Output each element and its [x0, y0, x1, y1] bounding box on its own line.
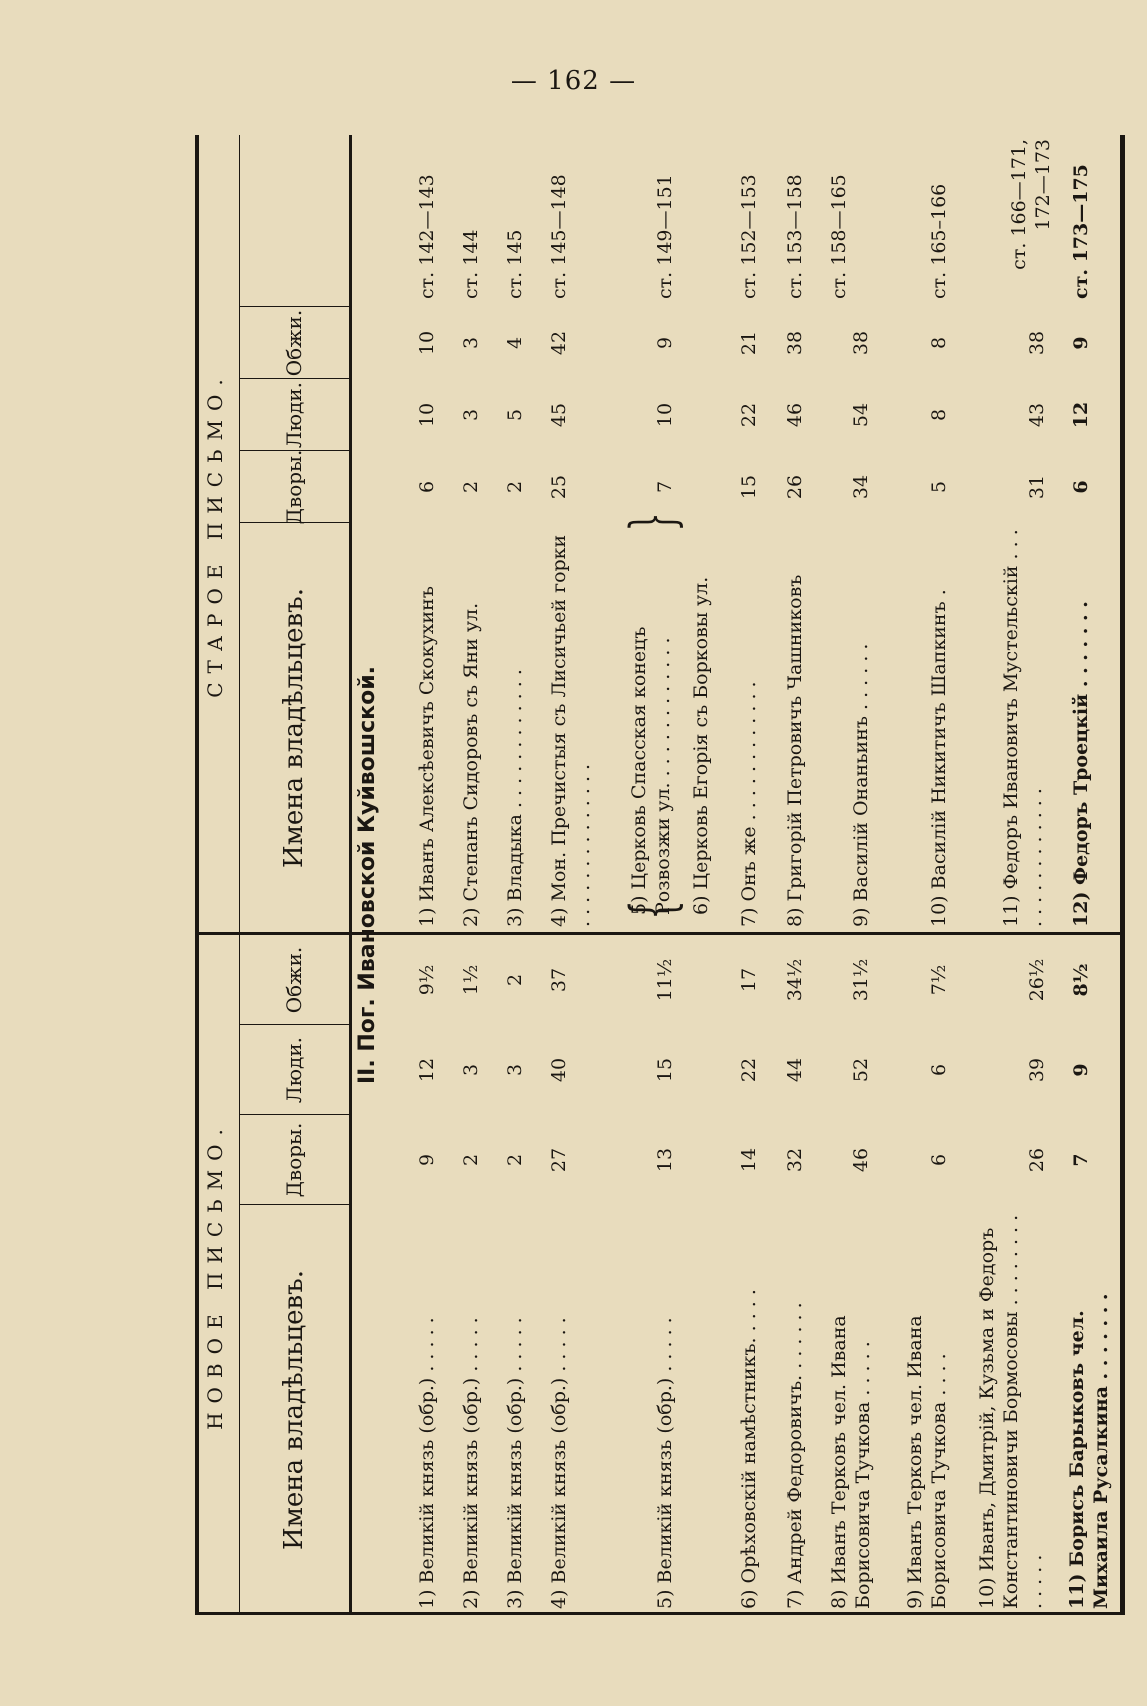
lyudi-value: 45 — [548, 402, 570, 428]
new-lyudi-header: Люди. — [282, 1036, 306, 1104]
table-row — [775, 135, 819, 1615]
obzhi-value: 42 — [548, 330, 570, 356]
lyudi-value: 3 — [504, 1063, 526, 1077]
table-row — [623, 135, 679, 1615]
lyudi-value: 3 — [460, 1063, 482, 1077]
lyudi-value: 6 — [928, 1063, 950, 1077]
new-dvory-header: Дворы. — [282, 1122, 306, 1198]
owner-name: 7) Андрей Федоровичъ. . . . . . . — [784, 1302, 806, 1609]
owner-name: 11) Борисъ Барыковъ чел. Михаила Русалкина . . . . . . . — [1066, 1293, 1112, 1609]
dvory-value: 7 — [1070, 1153, 1092, 1167]
lyudi-value: 12 — [416, 1057, 438, 1083]
page-reference: ст. 165–166 — [928, 183, 950, 299]
right-brace: } — [618, 512, 688, 532]
obzhi-value: 1½ — [460, 964, 482, 996]
owner-name: 5) Великій князь (обр.) . . . . . — [654, 1317, 676, 1609]
dvory-value: 15 — [738, 474, 760, 500]
obzhi-value: 17 — [738, 967, 760, 993]
dvory-value: 32 — [784, 1147, 806, 1173]
page-reference: ст. 144 — [460, 229, 482, 299]
section-title: II. Пог. Ивановской Куйвошской. — [355, 666, 380, 1084]
lyudi-value: 10 — [654, 402, 676, 428]
owner-name: 9) Иванъ Терковъ чел. Ивана Борисовича Тучкова . . . . — [904, 1315, 950, 1609]
lyudi-value: 12 — [1070, 401, 1092, 429]
obzhi-value: 38 — [850, 330, 872, 356]
owner-name: 8) Иванъ Терковъ чел. Ивана Борисовича Тучкова . . . . . — [828, 1315, 874, 1609]
lyudi-value: 22 — [738, 402, 760, 428]
lyudi-value: 44 — [784, 1057, 806, 1083]
owner-name: 4) Великій князь (обр.) . . . . . — [548, 1317, 570, 1609]
header-group-row — [195, 135, 240, 1615]
page-number: — 162 — — [510, 66, 637, 96]
obzhi-value: 10 — [416, 330, 438, 356]
lyudi-value: 22 — [738, 1057, 760, 1083]
owner-name: 5) Церковь Спасская конецъ Розвозжи ул. . . . . . . . . . . . . — [628, 626, 674, 915]
page-reference: ст. 149—151 — [654, 174, 676, 299]
dvory-value: 14 — [738, 1147, 760, 1173]
column-rule — [239, 450, 349, 451]
owner-name: 12) Федоръ Троецкій . . . . . . . — [1070, 601, 1092, 927]
lyudi-value: 39 — [1026, 1057, 1048, 1083]
obzhi-value: 38 — [1026, 330, 1048, 356]
lyudi-value: 8 — [928, 408, 950, 422]
lyudi-value: 9 — [1070, 1063, 1092, 1077]
table-row — [495, 135, 535, 1615]
owner-name: 9) Василій Онаньинъ . . . . . . — [850, 643, 872, 927]
owner-name: 2) Степанъ Сидоровъ съ Яни ул. — [460, 602, 482, 927]
dvory-value: 6 — [416, 480, 438, 494]
owner-name: 11) Федоръ Ивановичъ Мустельскій . . . . . . . . . . . . . . . — [1000, 529, 1046, 927]
lyudi-value: 52 — [850, 1057, 872, 1083]
obzhi-value: 34½ — [784, 958, 806, 1002]
old-lyudi-header: Люди. — [282, 381, 306, 449]
obzhi-value: 26½ — [1026, 958, 1048, 1002]
lyudi-value: 5 — [504, 408, 526, 422]
column-rule — [239, 1204, 349, 1205]
owner-name: 4) Мон. Пречистыя съ Лисичьей горки . . . . . . . . . . . . . . — [548, 534, 594, 927]
owner-name: 10) Василій Никитичъ Шапкинъ . — [928, 589, 950, 927]
obzhi-value: 9 — [1070, 336, 1092, 350]
lyudi-value: 10 — [416, 402, 438, 428]
old-dvory-header: Дворы. — [282, 449, 306, 525]
table-row — [539, 135, 619, 1615]
lyudi-value: 15 — [654, 1057, 676, 1083]
dvory-value: 2 — [460, 1153, 482, 1167]
lyudi-value: 46 — [784, 402, 806, 428]
new-obzhi-header: Обжи. — [282, 946, 306, 1014]
old-letter-title: СТАРОЕ ПИСЬМО. — [203, 370, 227, 698]
page-reference: ст. 145 — [504, 229, 526, 299]
table-row — [727, 135, 771, 1615]
owner-name: 2) Великій князь (обр.) . . . . . — [460, 1317, 482, 1609]
dvory-value: 6 — [928, 1153, 950, 1167]
table-row — [681, 135, 723, 1615]
dvory-value: 26 — [1026, 1147, 1048, 1173]
obzhi-value: 7½ — [928, 964, 950, 996]
rotated-table — [195, 135, 1125, 1615]
obzhi-value: 8 — [928, 336, 950, 350]
dvory-value: 2 — [504, 480, 526, 494]
table-row — [971, 135, 1061, 1615]
dvory-value: 9 — [416, 1153, 438, 1167]
column-rule — [239, 306, 349, 307]
obzhi-value: 38 — [784, 330, 806, 356]
obzhi-value: 8½ — [1070, 963, 1092, 997]
owner-name: 3) Великій князь (обр.) . . . . . — [504, 1317, 526, 1609]
owner-name: 6) Орѣховскій намѣстникъ. . . . . — [738, 1289, 760, 1609]
column-rule — [239, 522, 349, 523]
dvory-value: 46 — [850, 1147, 872, 1173]
page-reference: ст. 142—143 — [416, 174, 438, 299]
page-reference: ст. 173—175 — [1070, 164, 1092, 299]
column-rule — [239, 378, 349, 379]
dvory-value: 2 — [460, 480, 482, 494]
left-brace: { — [618, 900, 688, 920]
page-reference: ст. 145—148 — [548, 174, 570, 299]
dvory-value: 26 — [784, 474, 806, 500]
dvory-value: 34 — [850, 474, 872, 500]
page-reference: ст. 153—158 — [784, 174, 806, 299]
owner-name: 7) Онъ же . . . . . . . . . . . . — [738, 681, 760, 927]
table-row — [407, 135, 447, 1615]
page-reference: ст. 166—171, 172—173 — [1008, 139, 1054, 270]
new-names-header: Имена владѣльцевъ. — [279, 1270, 309, 1550]
obzhi-value: 31½ — [850, 958, 872, 1002]
obzhi-value: 3 — [460, 336, 482, 350]
lyudi-value: 40 — [548, 1057, 570, 1083]
column-rule — [239, 1024, 349, 1025]
old-names-header: Имена владѣльцевъ. — [279, 588, 309, 868]
dvory-value: 13 — [654, 1147, 676, 1173]
obzhi-value: 4 — [504, 336, 526, 350]
obzhi-value: 11½ — [654, 958, 676, 1002]
obzhi-value: 21 — [738, 330, 760, 356]
owner-name: 10) Иванъ, Дмитрій, Кузьма и Федоръ Константиновичи Бормосовы . . . . . . . . . . . . . — [976, 1214, 1046, 1609]
column-rule — [239, 1114, 349, 1115]
table-row — [1061, 135, 1121, 1615]
dvory-value: 25 — [548, 474, 570, 500]
dvory-value: 31 — [1026, 474, 1048, 500]
dvory-value: 2 — [504, 1153, 526, 1167]
dvory-value: 5 — [928, 480, 950, 494]
owner-name: 8) Григорій Петровичъ Чашниковъ — [784, 574, 806, 927]
lyudi-value: 3 — [460, 408, 482, 422]
obzhi-value: 37 — [548, 967, 570, 993]
owner-name: 1) Иванъ Алексѣевичъ Скокухинъ — [416, 586, 438, 927]
new-letter-title: НОВОЕ ПИСЬМО. — [203, 1120, 227, 1430]
obzhi-value: 9½ — [416, 964, 438, 996]
lyudi-value: 43 — [1026, 402, 1048, 428]
header-column-row — [239, 135, 352, 1615]
old-obzhi-header: Обжи. — [282, 309, 306, 377]
lyudi-value: 54 — [850, 402, 872, 428]
table-row — [821, 135, 895, 1615]
dvory-value: 7 — [654, 480, 676, 494]
obzhi-value: 9 — [654, 336, 676, 350]
table-row — [451, 135, 491, 1615]
dvory-value: 6 — [1070, 480, 1092, 494]
page-reference: ст. 152—153 — [738, 174, 760, 299]
table-row — [897, 135, 969, 1615]
owner-name: 6) Церковь Егорія съ Борковы ул. — [690, 576, 712, 915]
obzhi-value: 2 — [504, 973, 526, 987]
dvory-value: 27 — [548, 1147, 570, 1173]
owner-name: 3) Владыка . . . . . . . . . . . . — [504, 669, 526, 927]
owner-name: 1) Великій князь (обр.) . . . . . — [416, 1317, 438, 1609]
page-reference: ст. 158—165 — [828, 174, 850, 299]
